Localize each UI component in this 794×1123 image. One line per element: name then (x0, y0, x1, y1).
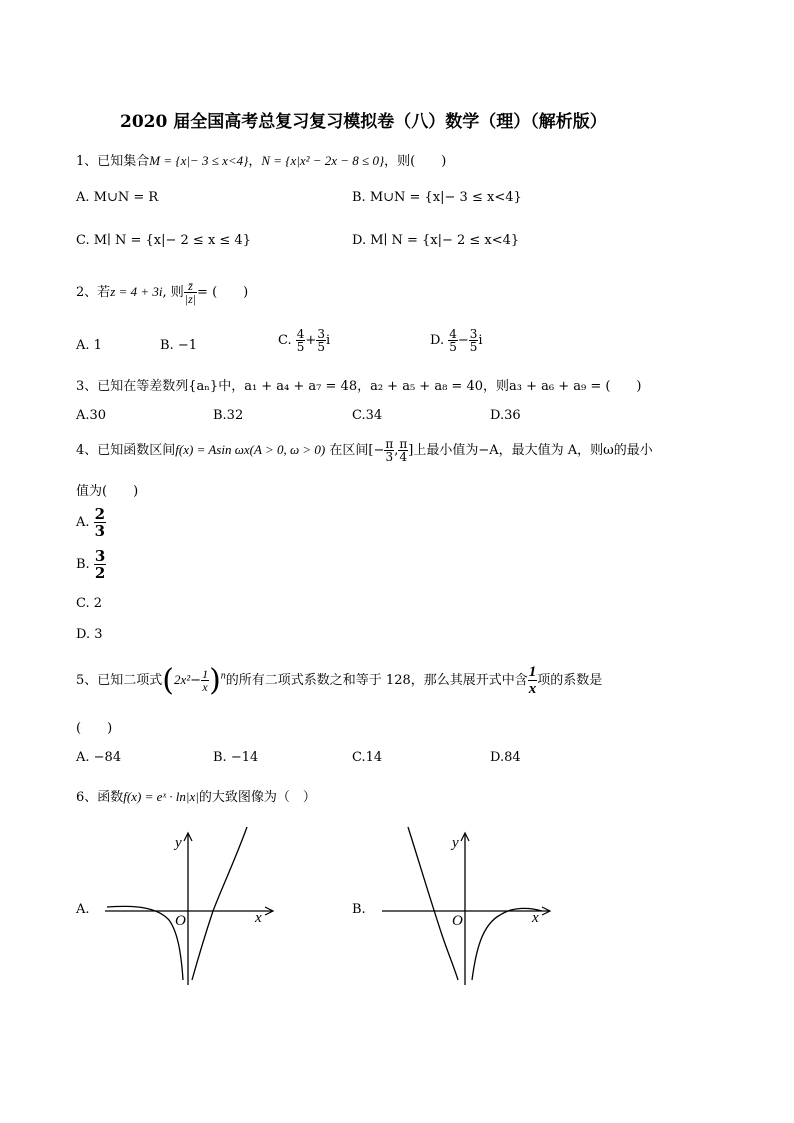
q4-comma: , (394, 443, 399, 458)
q5-left-paren-icon: ( (162, 663, 174, 698)
question-2 (76, 280, 248, 305)
q4-line2: 值为( ) (76, 484, 139, 499)
q2-d-num2: 3 (469, 327, 478, 341)
q1-set-n: N = {x|x² − 2x − 8 ≤ 0} (261, 153, 385, 168)
q6-suffix: 的大致图像为（ ） (198, 790, 316, 805)
q2-frac-den: |z| (184, 292, 197, 306)
q5-expr-op: − (190, 673, 202, 688)
q5-suffix: 项的系数是 (537, 673, 603, 688)
q1-option-a: A. M∪N = R (76, 190, 159, 205)
graph-b-label: B. (352, 902, 366, 917)
q2-c-den1: 5 (296, 340, 305, 354)
q2-d-den2: 5 (469, 340, 478, 354)
graph-a-label: A. (76, 902, 90, 917)
question-3: 3、已知在等差数列{aₙ}中，a₁ + a₄ + a₇ = 48，a₂ + a₅ + a₈ = 40，则a₃ + a₆ + a₉ = ( ) (76, 379, 642, 394)
q2-prefix: 2、若 (76, 285, 111, 300)
q2-option-c (278, 328, 330, 353)
q4-option-a (76, 506, 106, 539)
graph-a-curve-left (107, 906, 183, 980)
q4-a-den: 3 (94, 522, 106, 540)
q4-b-label: B. (76, 557, 90, 572)
q2-d-op: − (457, 333, 469, 348)
q4-a-num: 2 (94, 505, 106, 523)
q2-d-label: D. (430, 333, 445, 348)
question-5 (76, 663, 602, 698)
q4-b-den: 2 (94, 564, 106, 582)
q5-expr-a: 2x² (174, 672, 191, 687)
q4-f2-num: π (399, 437, 408, 451)
question-6 (76, 786, 316, 805)
q4-option-b (76, 548, 106, 581)
q5-option-c: C.14 (352, 750, 383, 765)
q2-option-d (430, 328, 483, 353)
graph-a (95, 825, 285, 990)
q5-prefix: 5、已知二项式 (76, 673, 163, 688)
q6-function: f(x) = eˣ · ln|x| (123, 789, 199, 804)
question-1 (76, 150, 446, 169)
q5-mid: 的所有二项式系数之和等于 128，那么其展开式中含 (225, 673, 528, 688)
q4-f1-den: 3 (385, 450, 394, 464)
graph-b-curve-left (408, 827, 458, 980)
q3-option-b: B.32 (213, 408, 244, 423)
page-title: 2020 届全国高考总复习复习模拟卷（八）数学（理）（解析版） (120, 112, 607, 132)
q6-prefix: 6、函数 (76, 790, 124, 805)
graph-b-x-label: x (532, 910, 539, 926)
q4-b-num: 3 (94, 547, 106, 565)
q2-equation: z = 4 + 3i (110, 284, 163, 299)
graph-b-y-label: y (452, 835, 459, 851)
q2-c-label: C. (278, 333, 292, 348)
graph-a-origin-label: O (175, 913, 186, 929)
q2-option-b: B. −1 (160, 338, 197, 353)
q1-sep: ， (248, 154, 262, 169)
q4-function: f(x) = Asin ωx(A > 0, ω > 0) (175, 442, 326, 457)
graph-b-origin-label: O (452, 913, 463, 929)
q5-expr-den: x (202, 680, 208, 694)
q4-option-c: C. 2 (76, 596, 103, 611)
q2-option-a: A. 1 (76, 338, 102, 353)
graph-b (372, 825, 562, 990)
q1-set-m: M = {x|− 3 ≤ x<4} (149, 153, 249, 168)
question-4 (76, 438, 653, 463)
q4-option-d: D. 3 (76, 627, 103, 642)
q1-option-d: D. M∣ N = {x|− 2 ≤ x<4} (352, 233, 520, 248)
q5-right-paren-icon: ) (209, 663, 221, 698)
q4-mid1: 在区间[− (325, 443, 385, 458)
q5-term-den: x (528, 681, 537, 697)
q5-option-d: D.84 (490, 750, 521, 765)
q5-term-num: 1 (528, 664, 537, 680)
q4-mid2: ]上最小值为−A，最大值为 A，则ω的最小 (408, 443, 653, 458)
q2-frac-num: z̄ (184, 280, 197, 293)
q5-line2: ( ) (76, 721, 113, 736)
graph-a-y-label: y (175, 835, 182, 851)
q5-expr-num: 1 (202, 667, 209, 681)
q3-option-a: A.30 (76, 408, 107, 423)
q2-c-num1: 4 (296, 327, 305, 341)
graph-a-curve-right (192, 827, 247, 980)
q1-suffix: ，则( ) (384, 154, 447, 169)
q2-c-i: i (325, 333, 331, 348)
q1-option-c: C. M∣ N = {x|− 2 ≤ x ≤ 4} (76, 233, 251, 248)
q1-prefix: 1、已知集合 (76, 154, 150, 169)
q3-option-c: C.34 (352, 408, 383, 423)
q4-f1-num: π (385, 437, 394, 451)
q5-option-a: A. −84 (76, 750, 122, 765)
graph-a-x-label: x (255, 910, 262, 926)
q3-option-d: D.36 (490, 408, 521, 423)
q4-a-label: A. (76, 515, 90, 530)
q2-c-num2: 3 (317, 327, 325, 341)
q2-mid: , 则 (162, 285, 184, 300)
q2-c-op: + (305, 333, 317, 348)
q4-f2-den: 4 (399, 450, 408, 464)
q2-c-den2: 5 (317, 340, 325, 354)
q5-option-b: B. −14 (213, 750, 259, 765)
q2-suffix: = ( ) (197, 285, 249, 300)
q5-exponent: n (220, 670, 226, 682)
q2-d-num1: 4 (449, 327, 457, 341)
q2-d-i: i (478, 333, 483, 348)
q1-option-b: B. M∪N = {x|− 3 ≤ x<4} (352, 190, 522, 205)
q2-d-den1: 5 (449, 340, 457, 354)
q4-prefix: 4、已知函数区间 (76, 443, 176, 458)
